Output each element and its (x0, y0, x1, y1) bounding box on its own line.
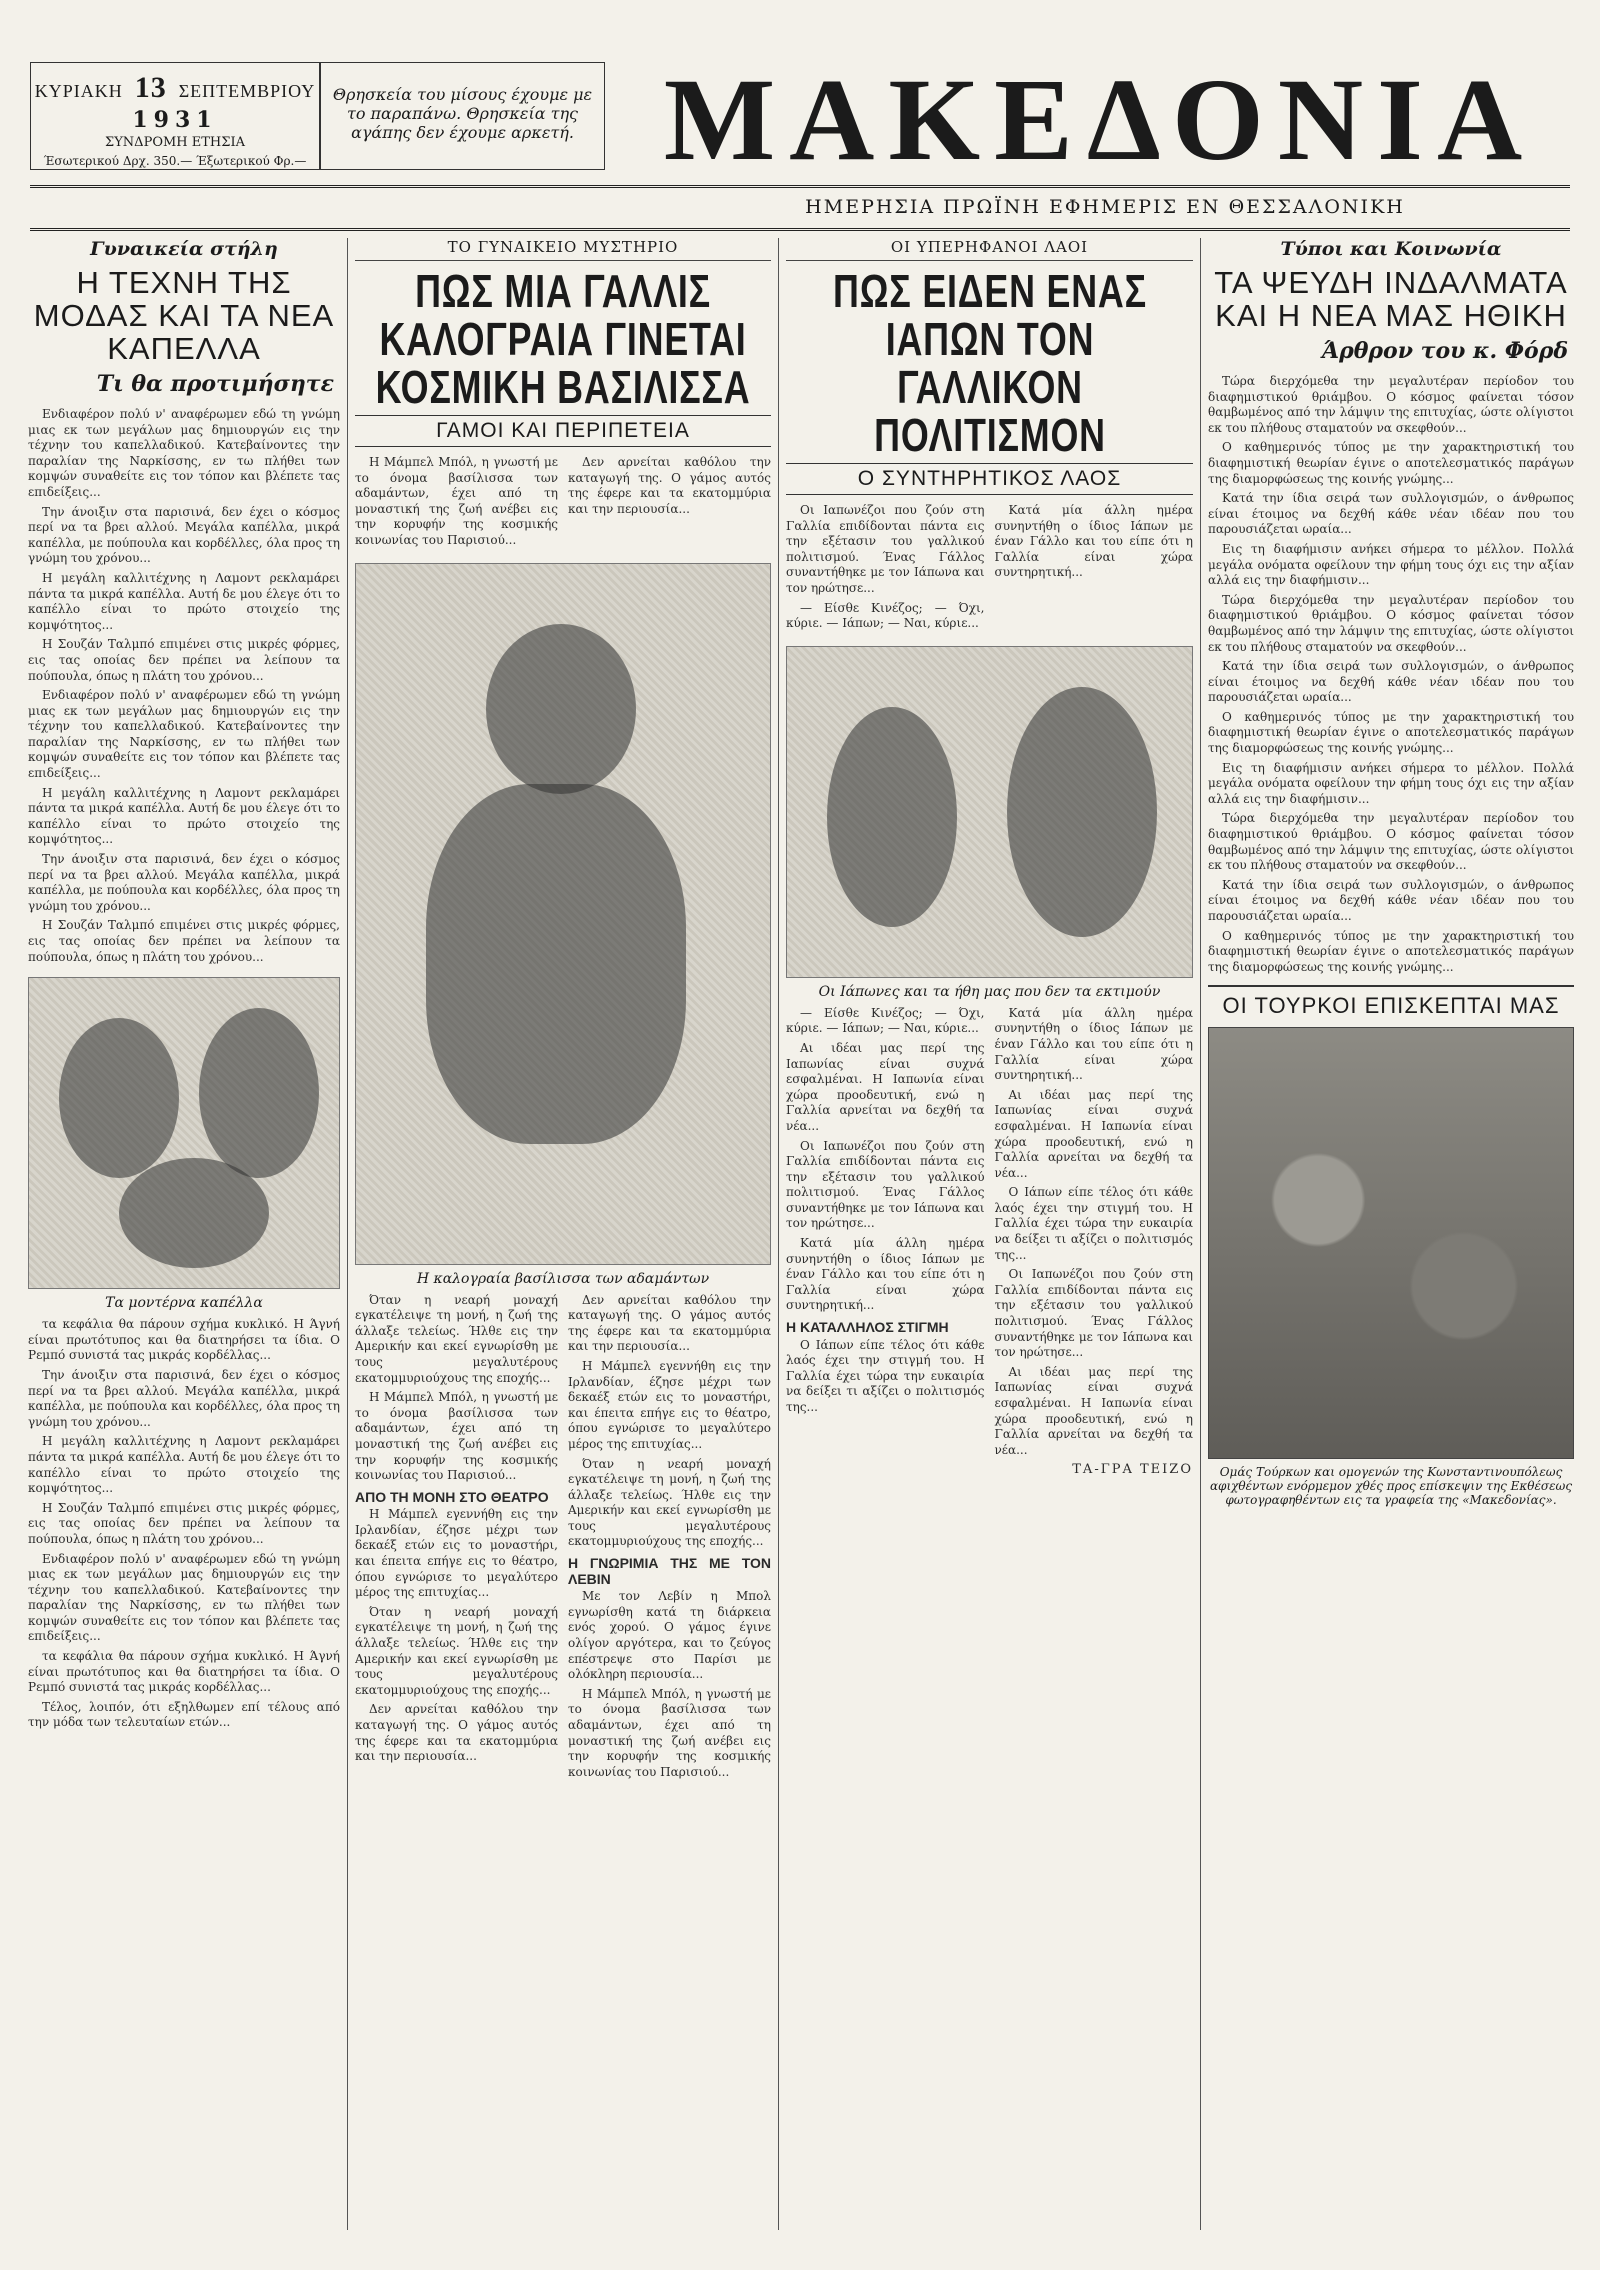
motto-box: Θρησκεία του μίσους έχουμε με το παραπάνω. Θρησκεία της αγάπης δεν έχουμε αρκετή. (320, 62, 605, 170)
illustration-caption: Οι Ιάπωνες και τα ήθη μας που δεν τα εκτιμούν (818, 983, 1161, 1000)
paragraph: Κατά μία άλλη ημέρα συνηντήθη ο ίδιος Ιάπων με έναν Γάλλο και του είπε ότι η Γαλλία είναι χώρα συντηρητική... (786, 1236, 985, 1313)
illustration-caption: Η καλογραία βασίλισσα των αδαμάντων (416, 1270, 710, 1287)
column-fashion (28, 238, 340, 2230)
column-divider (347, 238, 348, 2230)
paragraph: Οι Ιαπωνέζοι που ζούν στη Γαλλία επιδίδονται πάντα εις την εξέτασιν του γαλλικού πολιτισμού. Ένας Γάλλος συναντήθηκε με τον Ιάπωνα και τον ηρώτησε... (786, 1138, 985, 1231)
subscription-label: ΣΥΝΔΡΟΜΗ ΕΤΗΣΙΑ (105, 135, 245, 150)
body-column-right (568, 1293, 771, 1785)
lead-text (995, 503, 1194, 636)
nun-queen-illustration (355, 563, 771, 1265)
subsection-heading: Η ΚΑΤΑΛΛΗΛΟΣ ΣΤΙΓΜΗ (786, 1319, 949, 1336)
dialogue: — Είσθε Κινέζος; — Όχι, κύριε. — Ιάπων; — Ναι, κύριε... (786, 1005, 985, 1036)
paragraph: Όταν η νεαρή μοναχή εγκατέλειψε τη μονή, η ζωή της άλλαξε τελείως. Ήλθε εις την Αμερικήν και εκεί εγνωρίσθη με τους μεγαλυτέρους εκατομμυριούχους της εποχής... (568, 1456, 771, 1549)
subsection-heading: ΑΠΟ ΤΗ ΜΟΝΗ ΣΤΟ ΘΕΑΤΡΟ (355, 1488, 549, 1505)
figure-head (486, 624, 636, 794)
paragraph: Η μεγάλη καλλιτέχνης η Λαμοντ ρεκλαμάρει πάντα τα μικρά καπέλλα. Αυτή δε μου έλεγε ότι το καπέλλο είναι το πρώτο στοιχείο της κομψότητος... (28, 570, 340, 632)
figure (1007, 687, 1157, 937)
paragraph: Η Μάμπελ εγεννήθη εις την Ιρλανδίαν, έζησε μέχρι των δεκαέξ ετών εις το μοναστήρι, και έπειτα επήγε εις το θέατρο, όπου εγνώρισε το μεγαλύτερο μέρος της επιτυχίας... (355, 1507, 558, 1600)
column-divider (1200, 238, 1201, 2230)
paragraph: Αι ιδέαι μας περί της Ιαπωνίας είναι συχνά εσφαλμέναι. Η Ιαπωνία είναι χώρα προοδευτική, ενώ η Γαλλία αρνείται να δεχθή τα νέα... (786, 1040, 985, 1133)
paragraph: Ο Ιάπων είπε τέλος ότι κάθε λαός έχει την στιγμή του. Η Γαλλία έχει τώρα την ευκαιρία να δείξει τι αξίζει ο πολιτισμός της... (994, 1185, 1193, 1262)
paragraph: Οι Ιαπωνέζοι που ζούν στη Γαλλία επιδίδονται πάντα εις την εξέτασιν του γαλλικού πολιτισμού. Ένας Γάλλος συναντήθηκε με τον Ιάπωνα και τον ηρώτησε... (994, 1267, 1193, 1360)
body-column-right (995, 1006, 1194, 1478)
column-japanese-view (786, 238, 1193, 2230)
paragraph: Ενδιαφέρον πολύ ν' αναφέρωμεν εδώ τη γνώμη μιας εκ των μεγάλων μας δημιουργών εις την τέχνην του καπελλαδικού. Κατεβαίνοντες την παραλίαν της Ναρκίσσης, εν τω πλήθει των κομψών συναθείτε εις τον τόπον και βλέπετε τας επιδείξεις... (28, 407, 340, 499)
article-headline: ΤΑ ΨΕΥΔΗ ΙΝΔΑΛΜΑΤΑ ΚΑΙ Η ΝΕΑ ΜΑΣ ΗΘΙΚΗ (1214, 265, 1568, 333)
japanese-illustration (786, 646, 1193, 978)
paragraph: Ο καθημερινός τύπος με την χαρακτηριστική του διαφημιστική θεωρίαν έγινε ο αποτελεσματικός παράγων της διαμορφώσεως της κοινής γνώμης... (1208, 709, 1574, 756)
paragraph: Η Μάμπελ Μπόλ, η γνωστή με το όνομα βασίλισσα των αδαμάντων, έχει από τη μοναστική της ζωή ανέβει εις την κορυφήν της κοσμικής κοινωνίας του Παρισιού... (355, 1390, 558, 1483)
paragraph: Η Μάμπελ Μπόλ, η γνωστή με το όνομα βασίλισσα των αδαμάντων, έχει από τη μοναστική της ζωή ανέβει εις την κορυφήν της κοσμικής κοινωνίας του Παρισιού... (355, 455, 558, 547)
date-line (31, 71, 319, 105)
hat-figure (119, 1158, 269, 1268)
paragraph: Ενδιαφέρον πολύ ν' αναφέρωμεν εδώ τη γνώμη μιας εκ των μεγάλων μας δημιουργών εις την τέχνην του καπελλαδικού. Κατεβαίνοντες την παραλίαν της Ναρκίσσης, εν τω πλήθει των κομψών συναθείτε εις τον τόπον και βλέπετε τας επιδείξεις... (28, 688, 340, 781)
article-body (28, 407, 340, 965)
day-name: ΚΥΡΙΑΚΗ (34, 81, 123, 101)
paragraph: Ο Ιάπων είπε τέλος ότι κάθε λαός έχει την στιγμή του. Η Γαλλία έχει τώρα την ευκαιρία να δείξει τι αξίζει ο πολιτισμός της... (786, 1337, 985, 1414)
paragraph: Η Σουζάν Ταλμπό επιμένει στις μικρές φόρμες, εις τας οποίας δεν πρέπει να λείπουν τα πούπουλα, όπως η πλάτη του χρόνου... (28, 1500, 340, 1546)
hat-illustration (28, 977, 340, 1289)
subscription-price: Έσωτερικού Δρχ. 350.— Έξωτερικού Φρ.— (43, 154, 307, 168)
article-headline: ΠΩΣ ΜΙΑ ΓΑΛΛΙΣ ΚΑΛΟΓΡΑΙΑ ΓΙΝΕΤΑΙ ΚΟΣΜΙΚΗ ΒΑΣΙΛΙΣΣΑ (375, 265, 751, 413)
article-subhead: Άρθρον του κ. Φόρδ (1322, 338, 1568, 364)
paragraph: Όταν η νεαρή μοναχή εγκατέλειψε τη μονή, η ζωή της άλλαξε τελείως. Ήλθε εις την Αμερικήν και εκεί εγνωρίσθη με τους μεγαλυτέρους εκατομμυριούχους της εποχής... (355, 1604, 558, 1697)
lead-text (568, 455, 771, 553)
lead-columns (786, 503, 1193, 636)
paragraph: Ενδιαφέρον πολύ ν' αναφέρωμεν εδώ τη γνώμη μιας εκ των μεγάλων μας δημιουργών εις την τέχνην του καπελλαδικού. Κατεβαίνοντες την παραλίαν της Ναρκίσσης, εν τω πλήθει των κομψών συναθείτε εις τον τόπον και βλέπετε τας επιδείξεις... (28, 1551, 340, 1644)
masthead-rule-upper (30, 185, 1570, 188)
paragraph: Τέλος, λοιπόν, ότι εξηλθωμεν επί τέλους από την μόδα των τελευταίων ετών... (28, 1699, 340, 1730)
paragraph: Κατά την ίδια σειρά των συλλογισμών, ο άνθρωπος είναι έτοιμος να δεχθή κάθε νέαν ιδέαν που του παρουσιάζεται ωραία... (1208, 659, 1574, 705)
paragraph: Ο καθημερινός τύπος με την χαρακτηριστική του διαφημιστική θεωρίαν έγινε ο αποτελεσματικός παράγων της διαμορφώσεως της κοινής γνώμης... (1208, 928, 1574, 974)
paragraph: Η Μάμπελ εγεννήθη εις την Ιρλανδίαν, έζησε μέχρι των δεκαέξ ετών εις το μοναστήρι, και έπειτα επήγε εις το θέατρο, όπου εγνώρισε το μεγαλύτερο μέρος της επιτυχίας... (568, 1358, 771, 1451)
paragraph: Την άνοιξιν στα παρισινά, δεν έχει ο κόσμος περί να τα βρει αλλού. Μεγάλα καπέλλα, μικρά καπέλλα, με πούπουλα και κορδέλλες, όλα προς τη γνώμη του χρόνου... (28, 504, 340, 566)
body-column-left (355, 1293, 558, 1785)
paragraph: Κατά την ίδια σειρά των συλλογισμών, ο άνθρωπος είναι έτοιμος να δεχθή κάθε νέαν ιδέαν που του παρουσιάζεται ωραία... (1208, 491, 1574, 537)
paragraph: Αι ιδέαι μας περί της Ιαπωνίας είναι συχνά εσφαλμέναι. Η Ιαπωνία είναι χώρα προοδευτική, ενώ η Γαλλία αρνείται να δεχθή τα νέα... (994, 1087, 1193, 1180)
body-columns (355, 1293, 771, 1785)
column-divider (778, 238, 779, 2230)
paragraph: τα κεφάλια θα πάρουν σχήμα κυκλικό. Η Άγνή είναι πρωτότυπος και θα διατηρήσει τα ίδια. Ο Ρεμπό συνιστά τας μικράς κορδέλλας... (28, 1649, 340, 1695)
paragraph: Η Μάμπελ Μπόλ, η γνωστή με το όνομα βασίλισσα των αδαμάντων, έχει από τη μοναστική της ζωή ανέβει εις την κορυφήν της κοσμικής κοινωνίας του Παρισιού... (568, 1686, 771, 1779)
article-headline: Η ΤΕΧΝΗ ΤΗΣ ΜΟΔΑΣ ΚΑΙ ΤΑ ΝΕΑ ΚΑΠΕΛΛΑ (33, 265, 335, 366)
date-box (30, 62, 320, 170)
author-signature: ΤΑ-ΓΡΑ ΤΕΙΖΟ (1072, 1462, 1193, 1478)
column-kicker: Τύποι και Κοινωνία (1280, 238, 1502, 260)
paragraph: Την άνοιξιν στα παρισινά, δεν έχει ο κόσμος περί να τα βρει αλλού. Μεγάλα καπέλλα, μικρά καπέλλα, με πούπουλα και κορδέλλες, όλα προς τη γνώμη του χρόνου... (28, 852, 340, 913)
hat-figure (199, 1008, 319, 1178)
paragraph: τα κεφάλια θα πάρουν σχήμα κυκλικό. Η Άγνή είναι πρωτότυπος και θα διατηρήσει τα ίδια. Ο Ρεμπό συνιστά τας μικράς κορδέλλας... (28, 1317, 340, 1363)
paragraph: Η Σουζάν Ταλμπό επιμένει στις μικρές φόρμες, εις τας οποίας δεν πρέπει να λείπουν τα πούπουλα, όπως η πλάτη του χρόνου... (28, 637, 340, 683)
paragraph: Δεν αρνείται καθόλου την καταγωγή της. Ο γάμος αυτός της έφερε και τα εκατομμύρια και την περιουσία... (568, 455, 771, 516)
paragraph: Με τον Λεβίν η Μπολ εγνωρίσθη κατά τη διάρκεια ενός χορού. Ο γάμος έγινε ολίγον αργότερα, και το ζεύγος επέστρεψε στο Παρίσι με ολόκληρη περιουσία... (568, 1589, 771, 1682)
illustration-caption: Τα μοντέρνα καπέλλα (105, 1295, 263, 1312)
paragraph: Κατά την ίδια σειρά των συλλογισμών, ο άνθρωπος είναι έτοιμος να δεχθή κάθε νέαν ιδέαν που του παρουσιάζεται ωραία... (1208, 877, 1574, 923)
column-ford-article (1208, 238, 1574, 2230)
year: 1931 (132, 107, 218, 133)
paragraph: Η μεγάλη καλλιτέχνης η Λαμοντ ρεκλαμάρει πάντα τα μικρά καπέλλα. Αυτή δε μου έλεγε ότι το καπέλλο είναι το πρώτο στοιχείο της κομψότητος... (28, 785, 340, 847)
article-subhead: Τι θα προτιμήσητε (96, 371, 334, 397)
paragraph: Κατά μία άλλη ημέρα συνηντήθη ο ίδιος Ιάπων με έναν Γάλλο και του είπε ότι η Γαλλία είναι χώρα συντηρητική... (994, 1005, 1193, 1083)
news-heading: ΟΙ ΤΟΥΡΚΟΙ ΕΠΙΣΚΕΠΤΑΙ ΜΑΣ (1208, 985, 1574, 1019)
hat-figure (59, 1018, 179, 1178)
photo-caption: Ομάς Τούρκων και ομογενών της Κωνσταντινουπόλεως αφιχθέντων ενόρμεμον χθές προς επίσκεψιν της Εκθέσεως φωτογραφηθέντων εις τα γραφεία της «Μακεδονίας». (1209, 1465, 1573, 1508)
month-name: ΣΕΠΤΕΜΒΡΙΟΥ (178, 81, 316, 101)
column-kicker: Γυναικεία στήλη (90, 238, 278, 260)
section-label: ΤΟ ΓΥΝΑΙΚΕΙΟ ΜΥΣΤΗΡΙΟ (355, 238, 771, 261)
paragraph: Τώρα διερχόμεθα την μεγαλυτέραν περίοδον του διαφημιστικού θριάμβου. Ο κόσμος φαίνεται τόσον θαμβωμένος από την λάμψιν της επιτυχίας, ώστε ολίγιστοι εκ του πλήθους σταματούν να σκεφθούν... (1208, 374, 1574, 435)
article-body (1208, 374, 1574, 975)
newspaper-title: ΜΑΚΕΔΟΝΙΑ (663, 54, 1537, 185)
lead-columns (355, 455, 771, 553)
paragraph: Οι Ιαπωνέζοι που ζούν στη Γαλλία επιδίδονται πάντα εις την εξέτασιν του γαλλικού πολιτισμού. Ένας Γάλλος συναντήθηκε με τον Ιάπωνα και τον ηρώτησε... (786, 503, 985, 595)
body-columns (786, 1006, 1193, 1478)
section-label: ΟΙ ΥΠΕΡΗΦΑΝΟΙ ΛΑΟΙ (786, 238, 1193, 261)
day-number: 13 (134, 71, 167, 104)
body-column-left (786, 1006, 985, 1478)
paragraph: Όταν η νεαρή μοναχή εγκατέλειψε τη μονή, η ζωή της άλλαξε τελείως. Ήλθε εις την Αμερικήν και εκεί εγνωρίσθη με τους μεγαλυτέρους εκατομμυριούχους της εποχής... (355, 1292, 558, 1385)
paragraph: Η Σουζάν Ταλμπό επιμένει στις μικρές φόρμες, εις τας οποίας δεν πρέπει να λείπουν τα πούπουλα, όπως η πλάτη του χρόνου... (28, 918, 340, 964)
paragraph: Τώρα διερχόμεθα την μεγαλυτέραν περίοδον του διαφημιστικού θριάμβου. Ο κόσμος φαίνεται τόσον θαμβωμένος από την λάμψιν της επιτυχίας, ώστε ολίγιστοι εκ του πλήθους σταματούν να σκεφθούν... (1208, 592, 1574, 654)
article-headline: ΠΩΣ ΕΙΔΕΝ ΕΝΑΣ ΙΑΠΩΝ ΤΟΝ ΓΑΛΛΙΚΟΝ ΠΟΛΙΤΙΣΜΟΝ (833, 265, 1147, 461)
paragraph: Αι ιδέαι μας περί της Ιαπωνίας είναι συχνά εσφαλμέναι. Η Ιαπωνία είναι χώρα προοδευτική, ενώ η Γαλλία αρνείται να δεχθή τα νέα... (994, 1364, 1193, 1457)
lead-text (786, 503, 985, 636)
paragraph: Την άνοιξιν στα παρισινά, δεν έχει ο κόσμος περί να τα βρει αλλού. Μεγάλα καπέλλα, μικρά καπέλλα, με πούπουλα και κορδέλλες, όλα προς τη γνώμη του χρόνου... (28, 1367, 340, 1429)
masthead-rule-lower (30, 228, 1570, 231)
paragraph: Εις τη διαφήμισιν ανήκει σήμερα το μέλλον. Πολλά μεγάλα ονόματα οφείλουν την φήμη τους όχι εις την αξίαν αλλά εις την διαφήμισιν... (1208, 760, 1574, 806)
dialogue: — Είσθε Κινέζος; — Όχι, κύριε. — Ιάπων; — Ναι, κύριε... (786, 600, 985, 631)
article-body-continued (28, 1317, 340, 1731)
paragraph: Δεν αρνείται καθόλου την καταγωγή της. Ο γάμος αυτός της έφερε και τα εκατομμύρια και την περιουσία... (355, 1702, 558, 1764)
column-nun-story (355, 238, 771, 2230)
article-subhead: ΓΑΜΟΙ ΚΑΙ ΠΕΡΙΠΕΤΕΙΑ (355, 415, 771, 447)
turkish-visitors-photo (1208, 1027, 1574, 1459)
subsection-heading: Η ΓΝΩΡΙΜΙΑ ΤΗΣ ΜΕ ΤΟΝ ΛΕΒΙΝ (568, 1555, 771, 1587)
figure (827, 707, 957, 927)
article-subhead: Ο ΣΥΝΤΗΡΗΤΙΚΟΣ ΛΑΟΣ (786, 463, 1193, 495)
paragraph: Δεν αρνείται καθόλου την καταγωγή της. Ο γάμος αυτός της έφερε και τα εκατομμύρια και την περιουσία... (568, 1292, 771, 1354)
figure-body (426, 784, 686, 1144)
lead-text (355, 455, 558, 553)
paragraph: Κατά μία άλλη ημέρα συνηντήθη ο ίδιος Ιάπων με έναν Γάλλο και του είπε ότι η Γαλλία είναι χώρα συντηρητική... (994, 503, 1193, 580)
newspaper-subtitle: ΗΜΕΡΗΣΙΑ ΠΡΩΪΝΗ ΕΦΗΜΕΡΙΣ ΕΝ ΘΕΣΣΑΛΟΝΙΚΗ (805, 196, 1405, 218)
paragraph: Ο καθημερινός τύπος με την χαρακτηριστική του διαφημιστική θεωρίαν έγινε ο αποτελεσματικός παράγων της διαμορφώσεως της κοινής γνώμης... (1208, 440, 1574, 486)
paragraph: Τώρα διερχόμεθα την μεγαλυτέραν περίοδον του διαφημιστικού θριάμβου. Ο κόσμος φαίνεται τόσον θαμβωμένος από την λάμψιν της επιτυχίας, ώστε ολίγιστοι εκ του πλήθους σταματούν να σκεφθούν... (1208, 811, 1574, 873)
paragraph: Η μεγάλη καλλιτέχνης η Λαμοντ ρεκλαμάρει πάντα τα μικρά καπέλλα. Αυτή δε μου έλεγε ότι το καπέλλο είναι το πρώτο στοιχείο της κομψότητος... (28, 1434, 340, 1496)
paragraph: Εις τη διαφήμισιν ανήκει σήμερα το μέλλον. Πολλά μεγάλα ονόματα οφείλουν την φήμη τους όχι εις την αξίαν αλλά εις την διαφήμισιν... (1208, 541, 1574, 588)
